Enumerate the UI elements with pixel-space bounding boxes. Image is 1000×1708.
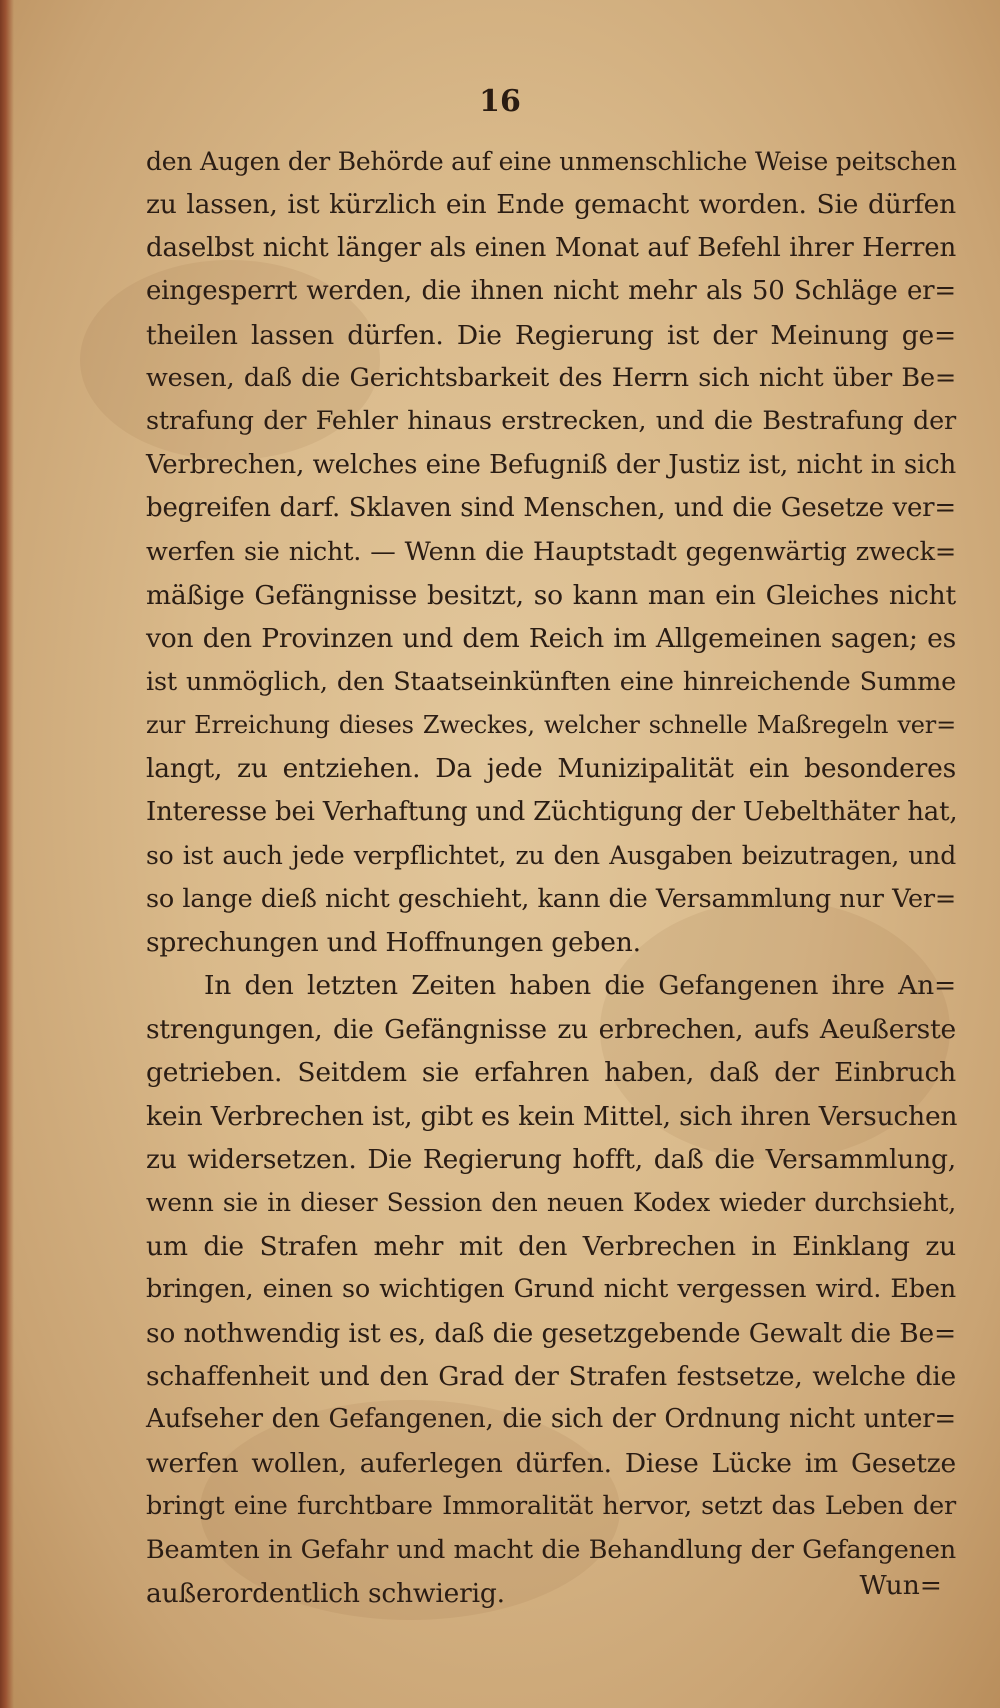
text-line: den Augen der Behörde auf eine unmenschliche Weise peitschen bbox=[146, 147, 957, 176]
text-line: wenn sie in dieser Session den neuen Kodex wieder durchsieht, bbox=[146, 1188, 956, 1218]
catchword: Wun= bbox=[859, 1570, 942, 1601]
text-line: wesen, daß die Gerichtsbarkeit des Herrn sich nicht über Be= bbox=[146, 362, 956, 393]
text-line: strafung der Fehler hinaus erstrecken, und die Bestrafung der bbox=[146, 406, 956, 437]
text-line: zur Erreichung dieses Zweckes, welcher schnelle Maßregeln ver= bbox=[146, 711, 956, 740]
text-line: außerordentlich schwierig. bbox=[146, 1577, 505, 1609]
text-line: theilen lassen dürfen. Die Regierung ist der Meinung ge= bbox=[146, 319, 956, 351]
text-line: zu lassen, ist kürzlich ein Ende gemacht worden. Sie dürfen bbox=[146, 189, 956, 221]
text-line: werfen wollen, auferlegen dürfen. Diese Lücke im Gesetze bbox=[146, 1447, 956, 1479]
text-line: so lange dieß nicht geschieht, kann die Versammlung nur Ver= bbox=[146, 883, 956, 914]
text-line: werfen sie nicht. — Wenn die Hauptstadt gegenwärtig zweck= bbox=[146, 536, 956, 567]
text-line: ist unmöglich, den Staatseinkünften eine hinreichende Summe bbox=[146, 666, 956, 697]
text-line: mäßige Gefängnisse besitzt, so kann man ein Gleiches nicht bbox=[146, 579, 956, 611]
text-line: eingesperrt werden, die ihnen nicht mehr als 50 Schläge er= bbox=[146, 276, 956, 307]
text-line: begreifen darf. Sklaven sind Menschen, und die Gesetze ver= bbox=[146, 493, 956, 524]
text-line: schaffenheit und den Grad der Strafen festsetze, welche die bbox=[146, 1360, 956, 1392]
text-line: so ist auch jede verpflichtet, zu den Ausgaben beizutragen, und bbox=[146, 841, 956, 871]
text-line: so nothwendig ist es, daß die gesetzgebende Gewalt die Be= bbox=[146, 1317, 956, 1349]
text-line: sprechungen und Hoffnungen geben. bbox=[146, 927, 641, 959]
text-line: Verbrechen, welches eine Befugniß der Justiz ist, nicht in sich bbox=[146, 449, 956, 480]
text-line: um die Strafen mehr mit den Verbrechen in Einklang zu bbox=[146, 1230, 956, 1262]
text-line: bringt eine furchtbare Immoralität hervor, setzt das Leben der bbox=[146, 1491, 956, 1522]
paragraph-1 bbox=[146, 140, 956, 964]
page-number: 16 bbox=[479, 84, 521, 119]
text-line: In den letzten Zeiten haben die Gefangenen ihre An= bbox=[204, 970, 956, 1002]
paragraph-2 bbox=[146, 964, 956, 1615]
text-line: getrieben. Seitdem sie erfahren haben, daß der Einbruch bbox=[146, 1057, 956, 1089]
text-line: strengungen, die Gefängnisse zu erbrechen, aufs Aeußerste bbox=[146, 1013, 956, 1045]
body-text bbox=[146, 140, 956, 1615]
text-line: bringen, einen so wichtigen Grund nicht vergessen wird. Eben bbox=[146, 1274, 956, 1305]
text-line: zu widersetzen. Die Regierung hofft, daß die Versammlung, bbox=[146, 1143, 956, 1175]
text-line: Interesse bei Verhaftung und Züchtigung der Uebelthäter hat, bbox=[146, 796, 958, 827]
text-line: daselbst nicht länger als einen Monat auf Befehl ihrer Herren bbox=[146, 232, 956, 263]
text-line: Aufseher den Gefangenen, die sich der Ordnung nicht unter= bbox=[146, 1404, 956, 1435]
text-line: kein Verbrechen ist, gibt es kein Mittel, sich ihren Versuchen bbox=[146, 1100, 958, 1132]
page-left-edge bbox=[0, 0, 14, 1708]
text-line: von den Provinzen und dem Reich im Allgemeinen sagen; es bbox=[146, 623, 956, 655]
text-line: Beamten in Gefahr und macht die Behandlung der Gefangenen bbox=[146, 1534, 956, 1565]
text-line: langt, zu entziehen. Da jede Munizipalität ein besonderes bbox=[146, 753, 956, 785]
